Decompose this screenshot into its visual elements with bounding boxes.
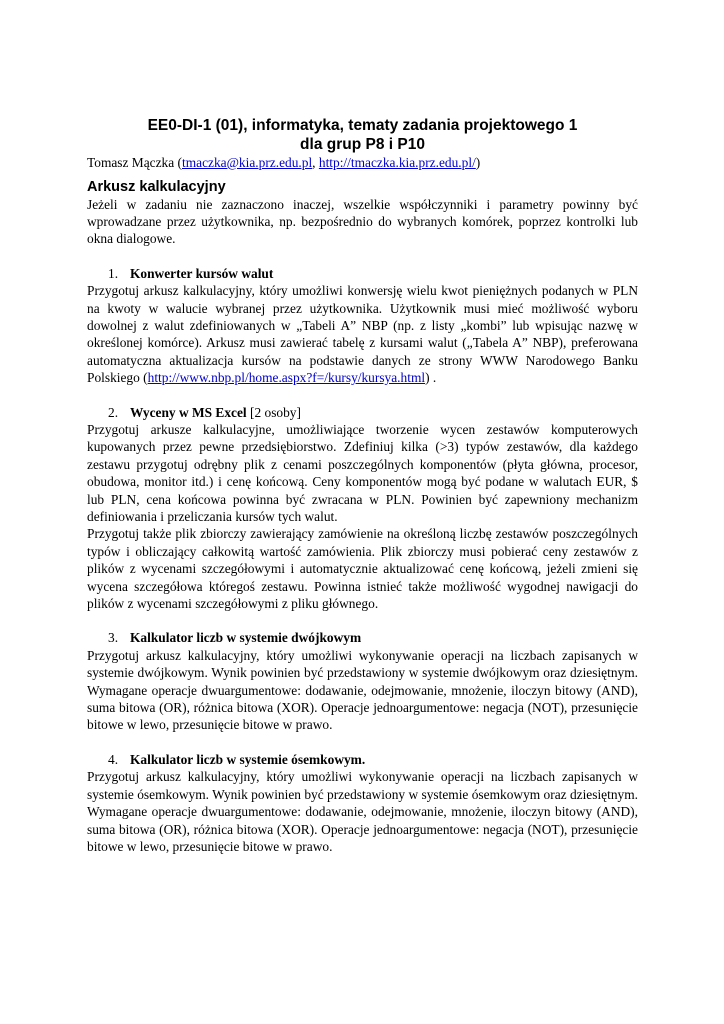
- author-name: Tomasz Mączka (: [87, 155, 182, 170]
- title-line-1: EE0-DI-1 (01), informatyka, tematy zadania projektowego 1: [147, 117, 578, 134]
- task-2-note: [2 osoby]: [246, 404, 301, 420]
- task-3-body: Przygotuj arkusz kalkulacyjny, który umożliwi wykonywanie operacji na liczbach zapisanych w systemie dwójkowym. Wynik powinien być przedstawiony w systemie dwójkowym oraz dziesiętnym. Wymagane operacje dwuargumentowe: dodawanie, odejmowanie, mnożenie, iloczyn bitowy (AND), suma bitowa (OR), różnica bitowa (XOR). Operacje jednoargumentowe: negacja (NOT), przesunięcie bitowe w lewo, przesunięcie bitowe w prawo.: [87, 647, 638, 733]
- author-website-link[interactable]: http://tmaczka.kia.prz.edu.pl/: [318, 155, 476, 170]
- task-1-title: Konwerter kursów walut: [130, 265, 274, 281]
- nbp-link[interactable]: http://www.nbp.pl/home.aspx?f=/kursy/kursya.html: [147, 370, 426, 386]
- task-1-body-text: Przygotuj arkusz kalkulacyjny, który umożliwi konwersję wielu kwot pieniężnych podanych w PLN na kwoty w walucie wybranej przez użytkownika. Użytkownik musi mieć możliwość wyboru dowolnej z walut zdefiniowanych w „Tabeli A” NBP (np. z listy „kombi” lub wpisując nazwę w określonej komórce). Arkusz musi zawierać tabelę z kursami walut („Tabela A” NBP), preferowana automatyczna aktualizacja kursów na podstawie danych ze strony WWW Narodowego Banku Polskiego (: [87, 283, 638, 386]
- document-title: [87, 116, 638, 154]
- task-1-body-end: ) .: [425, 370, 437, 386]
- task-4-body: Przygotuj arkusz kalkulacyjny, który umożliwi wykonywanie operacji na liczbach zapisanych w systemie ósemkowym. Wynik powinien być przedstawiony w systemie ósemkowym oraz dziesiętnym. Wymagane operacje dwuargumentowe: dodawanie, odejmowanie, mnożenie, iloczyn bitowy (AND), suma bitowa (OR), różnica bitowa (XOR). Operacje jednoargumentowe: negacja (NOT), przesunięcie bitowe w lewo, przesunięcie bitowe w prawo.: [87, 769, 638, 854]
- task-3-title: Kalkulator liczb w systemie dwójkowym: [130, 630, 362, 646]
- section-intro: Jeżeli w zadaniu nie zaznaczono inaczej, wszelkie współczynniki i parametry powinny być wprowadzane przez użytkownika, np. bezpośrednio do wybranych komórek, poprzez kontrolki lub okna dialogowe.: [87, 196, 638, 247]
- task-1-heading: [87, 265, 638, 282]
- author-close: ): [475, 155, 481, 170]
- section-heading: Arkusz kalkulacyjny: [87, 178, 226, 195]
- task-4-title: Kalkulator liczb w systemie ósemkowym.: [130, 751, 366, 767]
- author-line: [87, 154, 638, 172]
- task-2-heading: [87, 404, 638, 421]
- author-email-link[interactable]: tmaczka@kia.prz.edu.pl: [181, 155, 313, 170]
- task-4-number: 4.: [108, 751, 119, 767]
- task-2-number: 2.: [108, 404, 119, 420]
- task-1-body: [87, 282, 638, 386]
- task-3-heading: [87, 629, 638, 646]
- task-2-body-2: Przygotuj także plik zbiorczy zawierający zamówienie na określoną liczbę zestawów poszczególnych typów i obliczający całkowitą wartość zamówienia. Plik zbiorczy musi pobierać ceny zestawów z plików z wycenami szczegółowymi i automatycznie aktualizować cenę końcową, jeżeli zmieni się wycena szczegółowa któregoś zestawu. Powinna istnieć także możliwość wygodnej nawigacji do plików z wycenami szczegółowymi z pliku głównego.: [87, 526, 638, 612]
- task-4-heading: [87, 751, 638, 768]
- task-1-number: 1.: [108, 265, 119, 281]
- task-2-body: Przygotuj arkusze kalkulacyjne, umożliwiające tworzenie wycen zestawów komputerowych kupowanych przez pewne przedsiębiorstwo. Zdefiniuj kilka (>3) typów zestawów, dla każdego zestawu przygotuj odrębny plik z cenami poszczególnych komponentów (płyta główna, procesor, obudowa, monitor itd.) i cenę końcową. Ceny komponentów mogą być podane w walutach EUR, $ lub PLN, cena końcowa powinna być zwracana w PLN. Powinien być zapewniony mechanizm definiowania i przeliczania kursów tych walut.: [87, 421, 638, 524]
- title-line-2: dla grup P8 i P10: [300, 136, 425, 153]
- document-page: [87, 116, 638, 855]
- author-separator: ,: [312, 155, 319, 170]
- task-3-number: 3.: [108, 630, 119, 646]
- task-2-title: Wyceny w MS Excel: [130, 404, 247, 420]
